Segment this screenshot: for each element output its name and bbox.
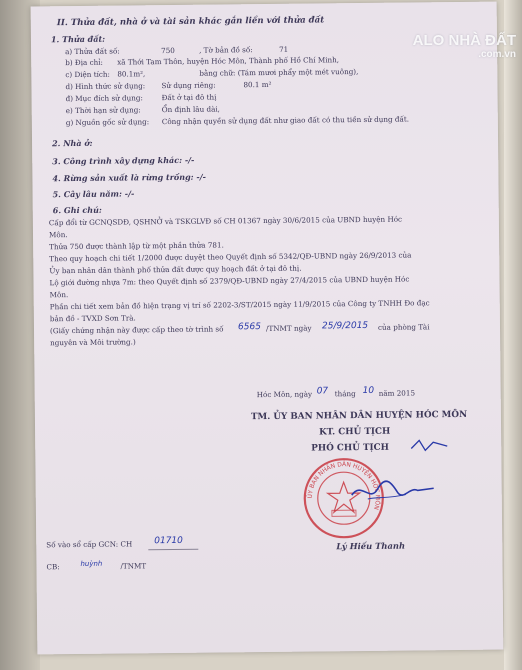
issuing-org: TM. ỦY BAN NHÂN DÂN HUYỆN HÓC MÔN (250, 409, 468, 423)
notes-heading: 6. Ghi chú: (52, 204, 102, 216)
underline (148, 549, 198, 551)
handwritten-signature-icon (348, 472, 438, 513)
vice-chairman-title: PHÓ CHỦ TỊCH (311, 442, 390, 454)
land-heading: 1. Thửa đất: (50, 33, 106, 45)
area-label: c) Diện tích: (65, 69, 110, 80)
cert-note-prefix: (Giấy chứng nhận này được cấp theo tờ trình số (49, 324, 224, 336)
note-line: Cấp đổi từ GCNQSDĐ, QSHNỞ và TSKGLVĐ số CH 01367 ngày 30/6/2015 của UBND huyện Hóc (48, 214, 403, 228)
cert-note-number: 6565 (237, 322, 261, 333)
tnmt-label: /TNMT (120, 561, 147, 571)
signing-month-label: tháng (334, 389, 356, 399)
register-number-value: 01710 (154, 535, 183, 547)
cert-note-line2: nguyên và Môi trường.) (50, 337, 136, 348)
origin-label: g) Nguồn gốc sử dụng: (65, 117, 150, 128)
purpose-label: đ) Mục đích sử dụng: (65, 93, 143, 104)
watermark-brand: ALO NHÀ ĐẤT (412, 32, 516, 49)
note-line: Lộ giới đường nhựa 7m: theo Quyết định số 2379/QĐ-UBND ngày 27/4/2015 của UBND huyện Hóc (49, 274, 410, 288)
term-value: Ổn định lâu dài, (161, 104, 220, 115)
construction-heading: 3. Công trình xây dựng khác: -/- (52, 154, 195, 167)
certificate-page (31, 2, 504, 655)
watermark-domain: .com.vn (478, 49, 516, 60)
clerk-value: huỳnh (80, 559, 103, 568)
cert-note-date: 25/9/2015 (321, 320, 369, 332)
map-sheet-value: 71 (279, 44, 289, 54)
signing-year: năm 2015 (378, 388, 416, 398)
land-number-label: a) Thửa đất số: (65, 46, 120, 57)
seal-text: ỦY BAN NHÂN DÂN HUYỆN HÓC MÔN (306, 461, 381, 511)
note-line: Môn. (48, 230, 68, 240)
usage-form-label: d) Hình thức sử dụng: (65, 81, 146, 92)
house-heading: 2. Nhà ở: (52, 137, 93, 149)
watermark (413, 32, 516, 60)
clerk-label: CB: (46, 562, 60, 572)
cert-note-suffix: của phòng Tài (377, 322, 430, 332)
signing-month: 10 (362, 385, 375, 397)
address-label: b) Địa chỉ: (65, 57, 103, 68)
kt-chairman: KT. CHỦ TỊCH (319, 426, 391, 438)
usage-area: 80.1 m² (243, 79, 272, 90)
note-line: bản đồ - TVXD Sơn Trà. (49, 313, 136, 324)
note-line: Theo quy hoạch chi tiết 1/2000 được duyệt theo Quyết định số 5342/QĐ-UBND ngày 26/9/2013 của (49, 250, 412, 264)
cert-note-mid: /TNMT ngày (265, 323, 312, 334)
note-line: Môn. (49, 290, 69, 300)
signing-day: 07 (316, 386, 329, 397)
section-title: II. Thửa đất, nhà ở và tài sản khác gắn liền với thửa đất (56, 15, 325, 29)
initial-mark-icon (409, 438, 449, 454)
area-value: 80.1m², (117, 69, 146, 79)
signer-name: Lý Hiếu Thanh (336, 540, 406, 552)
register-number-label: Số vào sổ cấp GCN: CH (46, 539, 133, 550)
signing-place: Hóc Môn, ngày (256, 389, 313, 400)
term-label: e) Thời hạn sử dụng: (65, 105, 141, 116)
origin-value: Công nhận quyền sử dụng đất như giao đất có thu tiền sử dụng đất. (161, 114, 410, 127)
perennial-heading: 5. Cây lâu năm: -/- (52, 188, 135, 200)
usage-form-value: Sử dụng riêng: (161, 80, 216, 91)
note-line: Ủy ban nhân dân thành phố thửa đất được quy hoạch đất ở tại đô thị. (49, 263, 302, 276)
area-in-words: bằng chữ: (Tám mươi phẩy một mét vuông), (199, 67, 359, 78)
note-line: Thửa 750 được thành lập từ một phần thửa 781. (49, 240, 224, 252)
map-sheet-label: , Tờ bản đồ số: (199, 45, 253, 55)
forest-heading: 4. Rừng sản xuất là rừng trồng: -/- (52, 171, 206, 184)
purpose-value: Đất ở tại đô thị (161, 92, 217, 103)
address-value: xã Thới Tam Thôn, huyện Hóc Môn, Thành phố Hồ Chí Minh, (117, 55, 340, 67)
background-next-page (504, 0, 522, 670)
land-number-value: 750 (161, 45, 175, 56)
note-line: Phần chi tiết xem bản đồ hiện trạng vị trí số 2202-3/ST/2015 ngày 11/9/2015 của Công ty TNHH Đo đạc (49, 298, 430, 312)
